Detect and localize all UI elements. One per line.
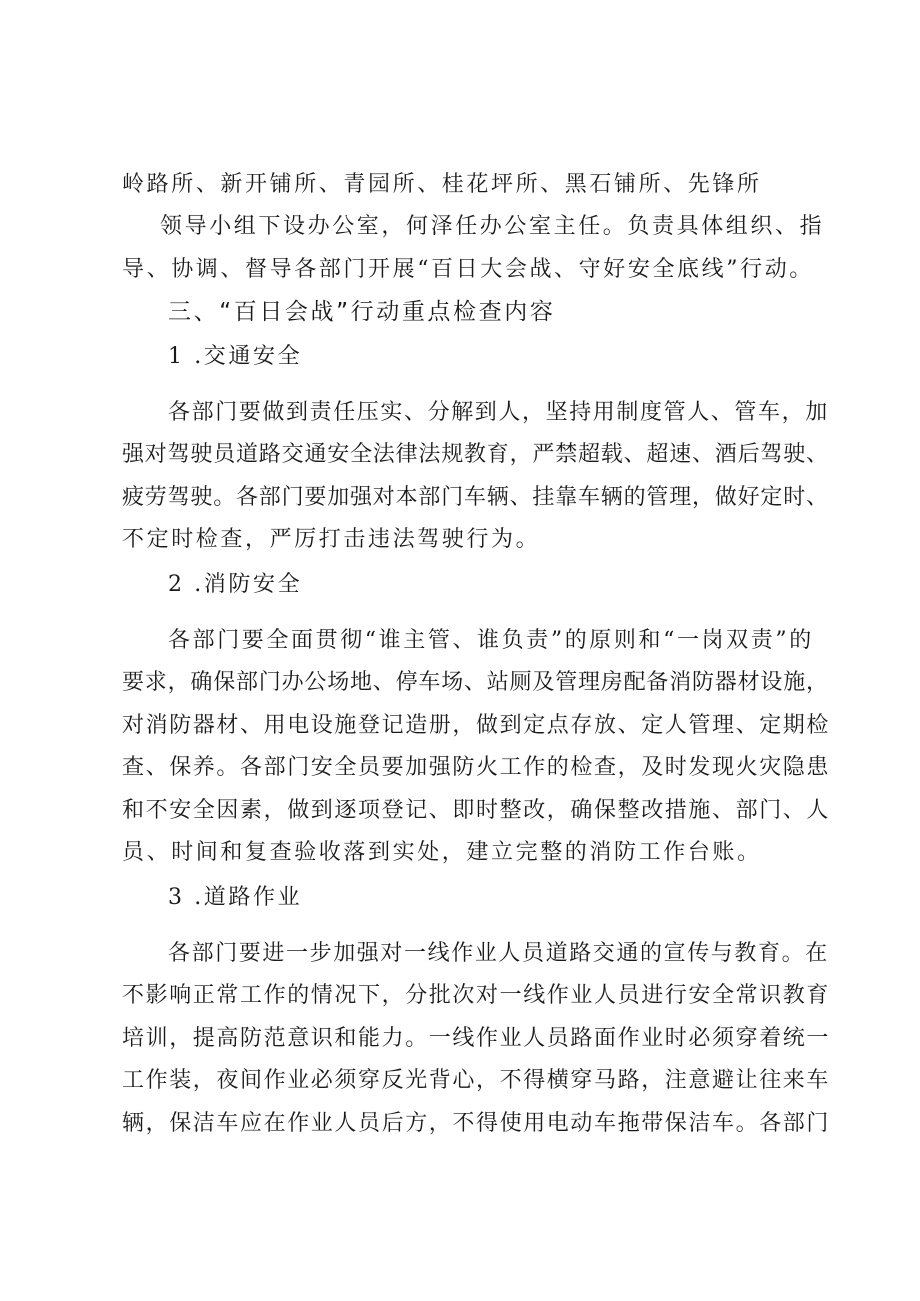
body-line: 查、保养。各部门安全员要加强防火工作的检查，及时发现火灾隐患 <box>122 755 831 780</box>
section-heading: 三、“百日会战”行动重点检查内容 <box>168 299 556 325</box>
subsection-heading: 1 .交通安全 <box>168 344 303 369</box>
body-line: 导、协调、督导各部门开展“百日大会战、守好安全底线”行动。 <box>122 257 814 282</box>
body-line: 辆，保洁车应在作业人员后方，不得使用电动车拖带保洁车。各部门 <box>122 1111 831 1136</box>
subsection-heading: 2 .消防安全 <box>168 572 303 597</box>
body-line: 培训，提高防范意识和能力。一线作业人员路面作业时必须穿着统一 <box>122 1026 831 1051</box>
body-line: 不定时检查，严厉打击违法驾驶行为。 <box>122 527 541 552</box>
body-line: 和不安全因素，做到逐项登记、即时整改，确保整改措施、部门、人 <box>122 798 831 823</box>
body-line: 员、时间和复查验收落到实处，建立完整的消防工作台账。 <box>122 840 762 865</box>
body-line: 岭路所、新开铺所、青园所、桂花坪所、黑石铺所、先锋所 <box>122 172 762 197</box>
body-line: 各部门要进一步加强对一线作业人员道路交通的宣传与教育。在 <box>168 941 829 966</box>
body-line: 领导小组下设办公室，何泽任办公室主任。负责具体组织、指 <box>160 214 825 239</box>
body-line: 要求，确保部门办公场地、停车场、站厕及管理房配备消防器材设施， <box>122 670 829 695</box>
subsection-heading: 3 .道路作业 <box>168 885 303 910</box>
body-line: 疲劳驾驶。各部门要加强对本部门车辆、挂靠车辆的管理，做好定时、 <box>122 485 829 510</box>
body-line: 工作装，夜间作业必须穿反光背心，不得横穿马路，注意避让往来车 <box>122 1068 831 1093</box>
body-line: 各部门要全面贯彻“谁主管、谁负责”的原则和“一岗双责”的 <box>168 628 814 653</box>
body-line: 对消防器材、用电设施登记造册，做到定点存放、定人管理、定期检 <box>122 713 831 738</box>
body-line: 各部门要做到责任压实、分解到人，坚持用制度管人、管车，加 <box>168 400 829 425</box>
body-line: 强对驾驶员道路交通安全法律法规教育，严禁超载、超速、酒后驾驶、 <box>122 442 829 467</box>
body-line: 不影响正常工作的情况下，分批次对一线作业人员进行安全常识教育 <box>122 983 831 1008</box>
